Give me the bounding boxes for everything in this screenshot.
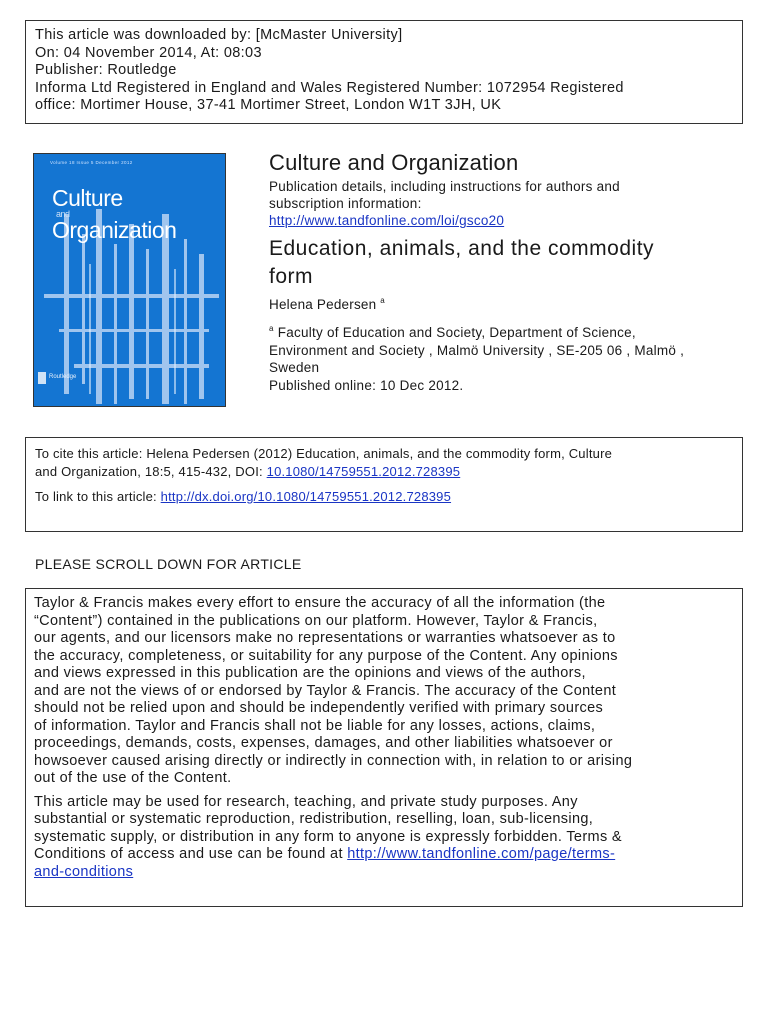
disclaimer-line: Taylor & Francis makes every effort to ensure the accuracy of all the information (the — [34, 595, 606, 611]
terms-url-link[interactable]: http://www.tandfonline.com/page/terms- — [347, 846, 616, 862]
disclaimer-paragraph-1 — [34, 595, 742, 788]
doi-link[interactable]: 10.1080/14759551.2012.728395 — [266, 463, 461, 479]
affiliation-line: Sweden — [269, 360, 320, 375]
article-title-line: Education, animals, and the commodity — [269, 237, 655, 260]
affiliation-line: Environment and Society , Malmö University , SE-205 06 , Malmö , — [269, 342, 685, 358]
article-title-line: form — [269, 265, 313, 288]
download-info-line: Publisher: Routledge — [35, 62, 177, 78]
cover-title — [52, 187, 176, 241]
disclaimer-line: Conditions of access and use can be found at — [34, 846, 348, 862]
affiliation-marker: a — [269, 324, 274, 333]
disclaimer-line: systematic supply, or distribution in any form to anyone is expressly forbidden. Terms & — [34, 828, 622, 845]
cover-title-and: and — [56, 209, 70, 219]
author-name: Helena Pedersen — [269, 297, 377, 312]
disclaimer-line: the accuracy, completeness, or suitability for any purpose of the Content. Any opinions — [34, 647, 618, 664]
cite-text-line: and Organization, 18:5, 415-432, DOI: — [35, 463, 267, 479]
download-info-box — [25, 20, 743, 124]
publication-details — [269, 178, 739, 229]
disclaimer-line: howsoever caused arising directly or indirectly in connection with, in relation to or arising — [34, 752, 633, 769]
author-affiliation-marker: a — [380, 296, 385, 305]
disclaimer-line: substantial or systematic reproduction, redistribution, reselling, loan, sub-licensing, — [34, 811, 594, 827]
disclaimer-line: and are not the views of or endorsed by Taylor & Francis. The accuracy of the Content — [34, 682, 617, 699]
publication-details-line: subscription information: — [269, 196, 422, 211]
disclaimer-line: and views expressed in this publication are the opinions and views of the authors, — [34, 665, 586, 681]
journal-title: Culture and Organization — [269, 150, 519, 175]
journal-url-link[interactable]: http://www.tandfonline.com/loi/gsco20 — [269, 213, 505, 228]
download-info-line: On: 04 November 2014, At: 08:03 — [35, 44, 262, 61]
disclaimer-line: of information. Taylor and Francis shall not be liable for any losses, actions, claims, — [34, 717, 596, 734]
affiliation-line: Faculty of Education and Society, Department of Science, — [277, 325, 636, 340]
disclaimer-line: This article may be used for research, teaching, and private study purposes. Any — [34, 793, 578, 810]
terms-url-link-continued[interactable]: and-conditions — [34, 863, 134, 880]
article-title — [269, 235, 739, 291]
disclaimer-line: should not be relied upon and should be independently verified with primary sources — [34, 700, 604, 716]
journal-cover-image — [33, 153, 226, 407]
article-url-link[interactable]: http://dx.doi.org/10.1080/14759551.2012.728395 — [160, 489, 452, 504]
cover-title-line2: Organization — [52, 217, 177, 243]
download-info-line: This article was downloaded by: [McMaster University] — [35, 27, 403, 43]
disclaimer-line: our agents, and our licensors make no representations or warranties whatsoever as to — [34, 630, 616, 646]
disclaimer-paragraph-2 — [34, 794, 742, 882]
disclaimer-line: proceedings, demands, costs, expenses, damages, and other liabilities whatsoever or — [34, 735, 613, 751]
download-info-line: office: Mortimer House, 37-41 Mortimer Street, London W1T 3JH, UK — [35, 97, 502, 113]
article-metadata — [269, 148, 739, 394]
cite-text-line: To cite this article: Helena Pedersen (2012) Education, animals, and the commodity form, Culture — [35, 446, 613, 461]
link-label: To link to this article: — [35, 489, 161, 504]
published-date: Published online: 10 Dec 2012. — [269, 377, 464, 393]
disclaimer-line: out of the use of the Content. — [34, 770, 232, 786]
download-info-line: Informa Ltd Registered in England and Wales Registered Number: 1072954 Registered — [35, 79, 624, 96]
cover-issue-text: Volume 18 Issue 5 December 2012 — [50, 160, 133, 165]
citation-box — [25, 437, 743, 532]
affiliation — [269, 320, 739, 377]
disclaimer-line: “Content”) contained in the publications on our platform. However, Taylor & Francis, — [34, 612, 598, 629]
author — [269, 296, 739, 312]
scroll-notice: PLEASE SCROLL DOWN FOR ARTICLE — [35, 556, 302, 572]
cover-publisher-mark: Routledge — [49, 374, 77, 380]
publication-details-line: Publication details, including instructions for authors and — [269, 179, 620, 194]
cover-title-line1: Culture — [52, 185, 123, 211]
disclaimer-box — [25, 588, 743, 907]
